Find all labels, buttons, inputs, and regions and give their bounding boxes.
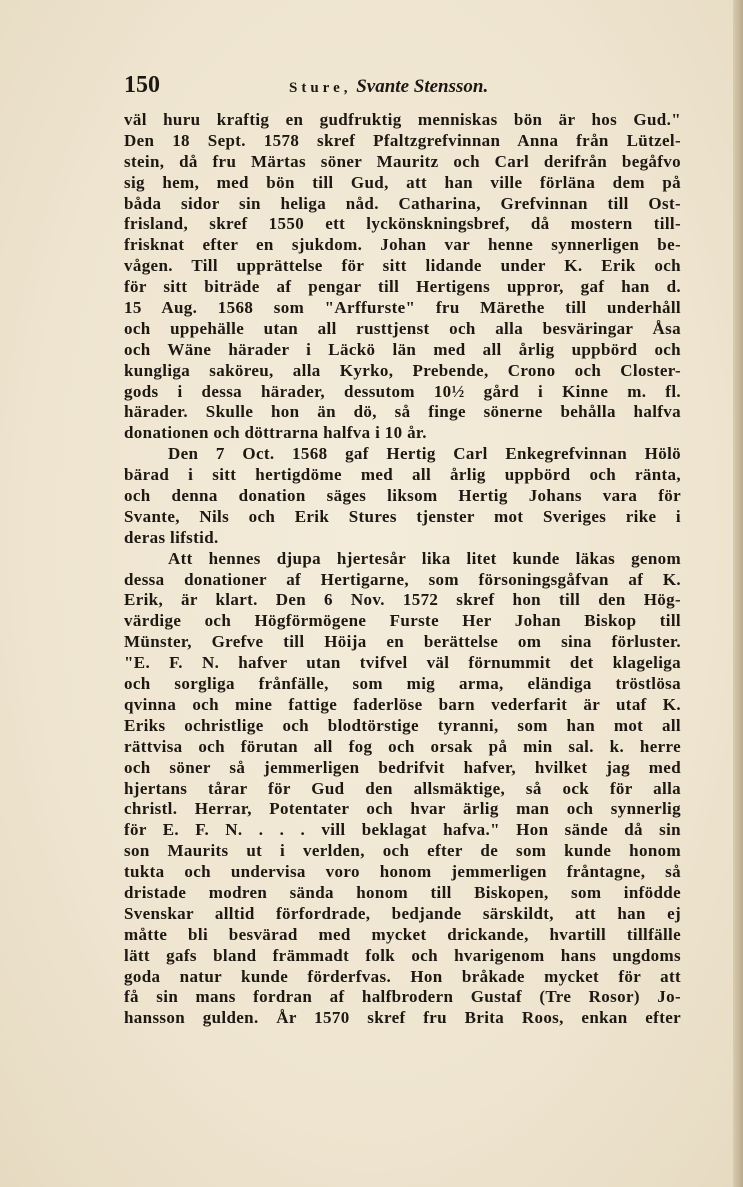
text-line: och Wäne härader i Läckö län med all årlig uppbörd och bbox=[124, 339, 681, 359]
text-line: för sitt biträde af pengar till Hertigens uppror, gaf han d. bbox=[124, 277, 681, 297]
text-line: Den 7 Oct. 1568 gaf Hertig Carl Enkegrefvinnan Hölö bbox=[168, 444, 681, 464]
text-line: dristade modren sända honom till Biskopen, som infödde bbox=[124, 882, 681, 902]
text-line: frisknat efter en sjukdom. Johan var henne synnerligen be- bbox=[124, 235, 681, 255]
text-line: gods i dessa härader, dessutom 10½ gård i Kinne m. fl. bbox=[124, 381, 681, 401]
text-line: värdige och Högförmögene Furste Her Johan Biskop till bbox=[124, 611, 681, 631]
text-line: hjertans tårar för Gud den allsmäktige, så ock för alla bbox=[124, 778, 681, 798]
text-line: donationen och döttrarna halfva i 10 år. bbox=[124, 423, 427, 443]
text-line: Eriks ochristlige och blodtörstige tyranni, som han mot all bbox=[124, 715, 681, 735]
text-line: väl huru kraftig en gudfruktig menniskas bön är hos Gud." bbox=[124, 110, 681, 129]
text-line: och uppehälle utan all rusttjenst och alla besväringar Åsa bbox=[124, 318, 681, 338]
text-line: Münster, Grefve till Höija en berättelse om sina förluster. bbox=[124, 632, 681, 652]
text-line: Svante, Nils och Erik Stures tjenster mot Sveriges rike i bbox=[124, 506, 681, 526]
text-line: få sin mans fordran af halfbrodern Gustaf (Tre Rosor) Jo- bbox=[124, 987, 681, 1007]
text-line: för E. F. N. . . . vill beklagat hafva." Hon sände då sin bbox=[124, 820, 681, 840]
text-line: båda sidor sin heliga nåd. Catharina, Grefvinnan till Ost- bbox=[124, 193, 681, 213]
text-line: stein, då fru Märtas söner Mauritz och Carl derifrån begåfvo bbox=[124, 151, 681, 171]
running-title-surname: Sture, bbox=[289, 80, 352, 96]
text-line: son Maurits ut i verlden, och efter de som kunde honom bbox=[124, 841, 681, 861]
page-header bbox=[124, 72, 684, 102]
page-edge bbox=[733, 0, 743, 1187]
text-line: "E. F. N. hafver utan tvifvel väl förnummit det klageliga bbox=[124, 653, 681, 673]
text-line: Svenskar alltid förfordrade, bedjande särskildt, att han ej bbox=[124, 903, 681, 923]
text-line: goda natur kunde förderfvas. Hon bråkade mycket för att bbox=[124, 966, 681, 986]
text-line: och söner så jemmerligen bedrifvit hafver, hvilket jag med bbox=[124, 757, 681, 777]
text-line: vågen. Till upprättelse för sitt lidande under K. Erik och bbox=[124, 256, 681, 276]
text-line: Att hennes djupa hjertesår lika litet kunde läkas genom bbox=[168, 548, 681, 568]
text-line: tukta och undervisa voro honom jemmerligen fråntagne, så bbox=[124, 862, 681, 882]
text-line: sig hem, med bön till Gud, att han ville förläna dem på bbox=[124, 172, 681, 192]
text-line: och denna donation säges liksom Hertig Johans vara för bbox=[124, 486, 681, 506]
text-line: rättvisa och förutan all fog och orsak på min sal. k. herre bbox=[124, 736, 681, 756]
text-line: qvinna och mine fattige faderlöse barn vederfarit är utaf K. bbox=[124, 694, 681, 714]
text-line: kungliga saköreu, alla Kyrko, Prebende, Crono och Closter- bbox=[124, 360, 681, 380]
text-line: lätt gafs bland främmadt folk och hvarigenom hans ungdoms bbox=[124, 945, 681, 965]
text-line: hansson gulden. År 1570 skref fru Brita Roos, enkan efter bbox=[124, 1008, 681, 1028]
text-line: och sorgliga frånfälle, som mig arma, eländiga tröstlösa bbox=[124, 674, 681, 694]
text-line: härader. Skulle hon än dö, så finge sönerne behålla halfva bbox=[124, 402, 681, 422]
text-line: Erik, är klart. Den 6 Nov. 1572 skref hon till den Hög- bbox=[124, 590, 681, 610]
text-line: bärad i sitt hertigdöme med all årlig uppbörd och ränta, bbox=[124, 465, 681, 485]
text-line: måtte bli besvärad med mycket drickande, hvartill tillfälle bbox=[124, 924, 681, 944]
running-title bbox=[289, 76, 488, 98]
text-line: frisland, skref 1550 ett lyckönskningsbref, då mostern till- bbox=[124, 214, 681, 234]
text-line: 15 Aug. 1568 som "Arffurste" fru Märethe till underhåll bbox=[124, 298, 681, 318]
text-line: Den 18 Sept. 1578 skref Pfaltzgrefvinnan Anna från Lützel- bbox=[124, 130, 681, 150]
running-title-name: Svante Stensson. bbox=[356, 76, 489, 97]
text-line: christl. Herrar, Potentater och hvar ärlig man och synnerlig bbox=[124, 799, 681, 819]
body-text bbox=[124, 110, 681, 1029]
text-line: deras lifstid. bbox=[124, 527, 219, 547]
text-line: dessa donationer af Hertigarne, som försoningsgåfvan af K. bbox=[124, 569, 681, 589]
page-number: 150 bbox=[124, 72, 160, 98]
